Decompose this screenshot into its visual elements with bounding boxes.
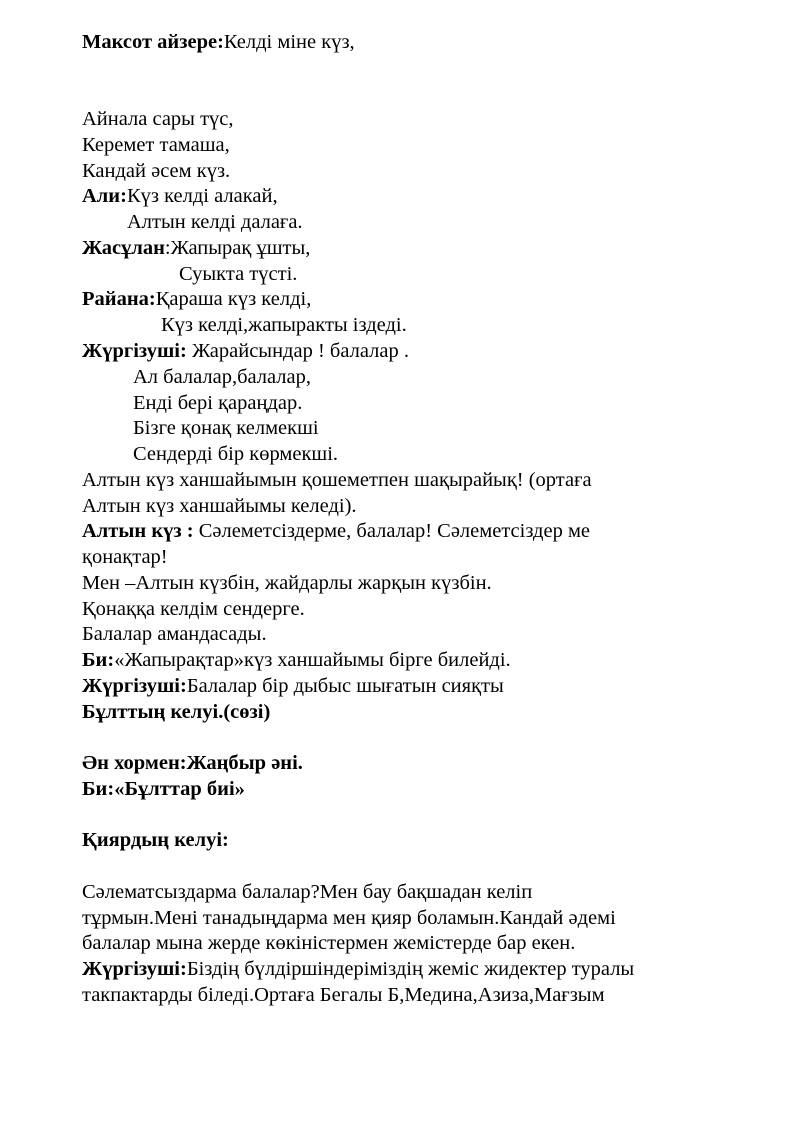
script-line [82,339,409,365]
script-line [82,674,504,700]
line-text: Кандай әсем күз. [82,160,231,182]
script-line [82,906,616,932]
script-line [82,571,492,597]
script-line [82,184,278,210]
script-line [82,957,634,983]
script-line [82,236,310,262]
script-line [82,468,592,494]
script-line [133,416,319,442]
script-line [133,391,302,417]
script-line [82,597,305,623]
line-text: такпактарды біледі.Ортаға Бегалы Б,Медина,Азиза,Мағзым [82,984,605,1006]
speaker-name: Жүргізуші: [82,958,187,980]
line-text: Алтын күз ханшайымы келеді). [82,495,357,517]
line-text: Суыкта түсті. [179,263,298,285]
script-line [82,777,245,803]
line-text: Айнала сары түс, [82,108,234,130]
script-line [82,519,590,545]
line-text: Енді бері қараңдар. [133,392,303,414]
line-text: Бізге қонақ келмекші [133,417,319,439]
line-text: Қараша күз келді, [155,288,312,310]
line-text: Сәлеметсіздерме, балалар! Сәлеметсіздер ме [193,520,591,542]
line-text: Мен –Алтын күзбін, жайдарлы жарқын күзбін. [82,572,492,594]
line-text: Біздің бүлдіршіндеріміздің жеміс жидектер туралы [186,958,635,980]
script-line [82,107,234,133]
script-line [82,880,532,906]
line-text: Керемет тамаша, [82,134,230,156]
line-text: Ал балалар,балалар, [133,366,312,388]
script-line [82,159,230,185]
line-text: Балалар бір дыбыс шығатын сияқты [186,675,504,697]
script-line [82,287,311,313]
section-heading: Би:«Бұлттар биі» [82,778,245,800]
section-heading: Бұлттың келуі.(сөзі) [82,701,271,723]
speaker-name: Жасұлан [82,237,165,259]
script-line [82,648,511,674]
line-text: Алтын келді далаға. [127,211,303,233]
speaker-name: Жүргізуші: [82,675,187,697]
line-text: «Жапырақтар»күз ханшайымы бірге билейді. [114,649,511,671]
line-text: қонақтар! [82,546,168,568]
script-line [82,133,230,159]
script-line [82,700,270,726]
script-line [82,545,168,571]
section-heading: Қиярдың келуі: [82,829,229,851]
line-text: Алтын күз ханшайымын қошеметпен шақырайық! (ортаға [82,469,592,491]
script-line [82,751,303,777]
script-line [161,313,407,339]
script-line [82,983,605,1009]
line-text: Қонаққа келдім сендерге. [82,598,305,620]
speaker-name: Максот айзере: [82,31,224,53]
speaker-name: Алтын күз : [82,520,194,542]
script-line [82,828,229,854]
line-text: :Жапырақ ұшты, [164,237,311,259]
script-line [82,494,357,520]
script-line [133,442,338,468]
speaker-name: Райана: [82,288,156,310]
line-text: Сендерді бір көрмекші. [133,443,339,465]
script-line [133,365,311,391]
script-line [127,210,303,236]
script-line [82,30,355,56]
line-text: балалар мына жерде көкіністермен жемістерде бар екен. [82,932,576,954]
script-line [82,931,575,957]
speaker-name: Али: [82,185,127,207]
line-text: Күз келді,жапыракты іздеді. [161,314,407,336]
line-text: тұрмын.Мені танадыңдарма мен қияр боламын.Кандай әдемі [82,907,616,929]
line-text: Келді міне күз, [223,31,355,53]
line-text: Балалар амандасады. [82,623,267,645]
script-line [179,262,297,288]
section-heading: Ән хормен:Жаңбыр әні. [82,752,303,774]
script-line [82,622,267,648]
line-text: Жарайсындар ! балалар . [186,340,409,362]
line-text: Сәлематсыздарма балалар?Мен бау бақшадан келіп [82,881,533,903]
speaker-name: Жүргізуші: [82,340,187,362]
line-text: Күз келді алакай, [126,185,278,207]
speaker-name: Би: [82,649,115,671]
